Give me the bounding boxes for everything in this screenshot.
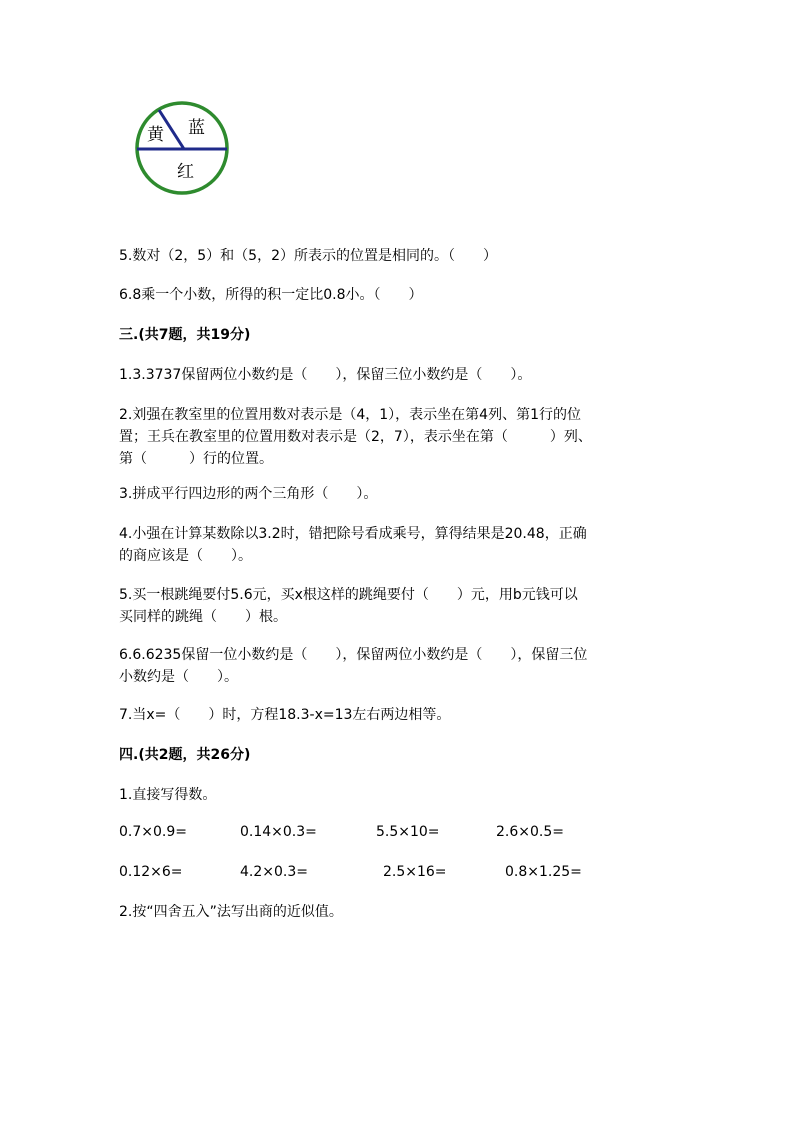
section-3-heading: 三.(共7题，共19分) xyxy=(119,327,251,343)
question-3-7: 7.当x=（ ）时，方程18.3-x=13左右两边相等。 xyxy=(119,707,451,723)
wheel-label-yellow: 黄 xyxy=(147,125,164,145)
calc-item: 0.8×1.25= xyxy=(505,864,582,880)
question-2-5: 5.数对（2，5）和（5，2）所表示的位置是相同的。（ ） xyxy=(119,248,497,264)
question-3-5 xyxy=(119,584,679,628)
calc-item: 5.5×10= xyxy=(376,824,440,840)
question-3-4-line-2: 的商应该是（ ）。 xyxy=(119,548,252,564)
question-3-6 xyxy=(119,644,679,688)
question-3-5-line-1: 5.买一根跳绳要付5.6元，买x根这样的跳绳要付（ ）元，用b元钱可以 xyxy=(119,587,578,603)
wheel-label-blue: 蓝 xyxy=(188,118,205,138)
calc-item: 0.14×0.3= xyxy=(240,824,317,840)
question-3-3: 3.拼成平行四边形的两个三角形（ ）。 xyxy=(119,486,378,502)
question-3-4-line-1: 4.小强在计算某数除以3.2时，错把除号看成乘号，算得结果是20.48，正确 xyxy=(119,526,587,542)
calc-item: 4.2×0.3= xyxy=(240,864,308,880)
wheel-label-red: 红 xyxy=(177,162,194,182)
question-3-2 xyxy=(119,404,679,470)
calc-item: 2.5×16= xyxy=(383,864,447,880)
question-3-6-line-2: 小数约是（ ）。 xyxy=(119,669,238,685)
color-wheel-figure xyxy=(130,98,236,198)
question-4-1: 1.直接写得数。 xyxy=(119,787,217,803)
question-3-5-line-2: 买同样的跳绳（ ）根。 xyxy=(119,609,287,625)
question-3-2-line-2: 置；王兵在教室里的位置用数对表示是（2，7），表示坐在第（ ）列、 xyxy=(119,429,592,445)
question-2-6: 6.8乘一个小数，所得的积一定比0.8小。（ ） xyxy=(119,287,423,303)
question-3-1: 1.3.3737保留两位小数约是（ ），保留三位小数约是（ ）。 xyxy=(119,367,532,383)
calc-item: 0.12×6= xyxy=(119,864,183,880)
question-3-2-line-3: 第（ ）行的位置。 xyxy=(119,451,273,467)
question-4-2: 2.按“四舍五入”法写出商的近似值。 xyxy=(119,904,343,920)
question-3-6-line-1: 6.6.6235保留一位小数约是（ ），保留两位小数约是（ ），保留三位 xyxy=(119,647,588,663)
calc-item: 0.7×0.9= xyxy=(119,824,187,840)
question-3-4 xyxy=(119,523,679,567)
section-4-heading: 四.(共2题，共26分) xyxy=(119,747,251,763)
calc-item: 2.6×0.5= xyxy=(496,824,564,840)
question-3-2-line-1: 2.刘强在教室里的位置用数对表示是（4，1），表示坐在第4列、第1行的位 xyxy=(119,407,581,423)
